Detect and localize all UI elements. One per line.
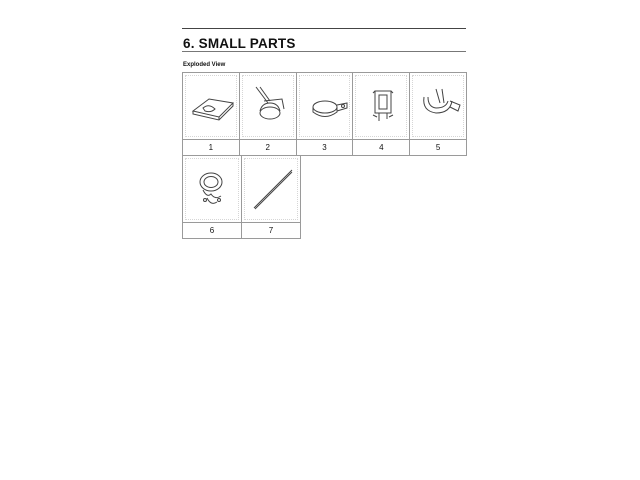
part-number: 3 (322, 143, 327, 152)
part-cell (296, 72, 354, 156)
part-cell (182, 155, 242, 239)
hose-clamp-icon (303, 81, 351, 129)
part-cell (239, 72, 297, 156)
bracket-plate-icon (189, 81, 237, 129)
title-rule (182, 51, 466, 52)
part-number: 5 (435, 143, 441, 152)
part-illustration (183, 73, 239, 140)
parts-grid (182, 72, 466, 238)
band-clamp-icon (189, 164, 237, 212)
pin-rod-icon (248, 164, 296, 212)
part-number: 2 (265, 143, 270, 152)
valve-cap-icon (246, 81, 294, 129)
part-cell (409, 72, 467, 156)
part-illustration (240, 73, 296, 140)
part-number: 7 (268, 226, 274, 235)
part-number: 4 (379, 143, 384, 152)
section-title: 6. SMALL PARTS (183, 36, 296, 51)
part-illustration (297, 73, 353, 140)
holder-clip-icon (359, 81, 407, 129)
part-illustration (183, 156, 241, 223)
part-cell (352, 72, 410, 156)
parts-row (182, 72, 466, 155)
part-cell (241, 155, 301, 239)
part-illustration (242, 156, 300, 223)
cable-clip-icon (416, 81, 464, 129)
section-subtitle: Exploded View (183, 62, 226, 68)
top-rule (182, 28, 466, 29)
parts-row (182, 155, 466, 238)
part-illustration (410, 73, 466, 140)
part-number: 6 (209, 226, 215, 235)
part-cell (182, 72, 240, 156)
part-illustration (353, 73, 409, 140)
part-number: 1 (208, 143, 214, 152)
